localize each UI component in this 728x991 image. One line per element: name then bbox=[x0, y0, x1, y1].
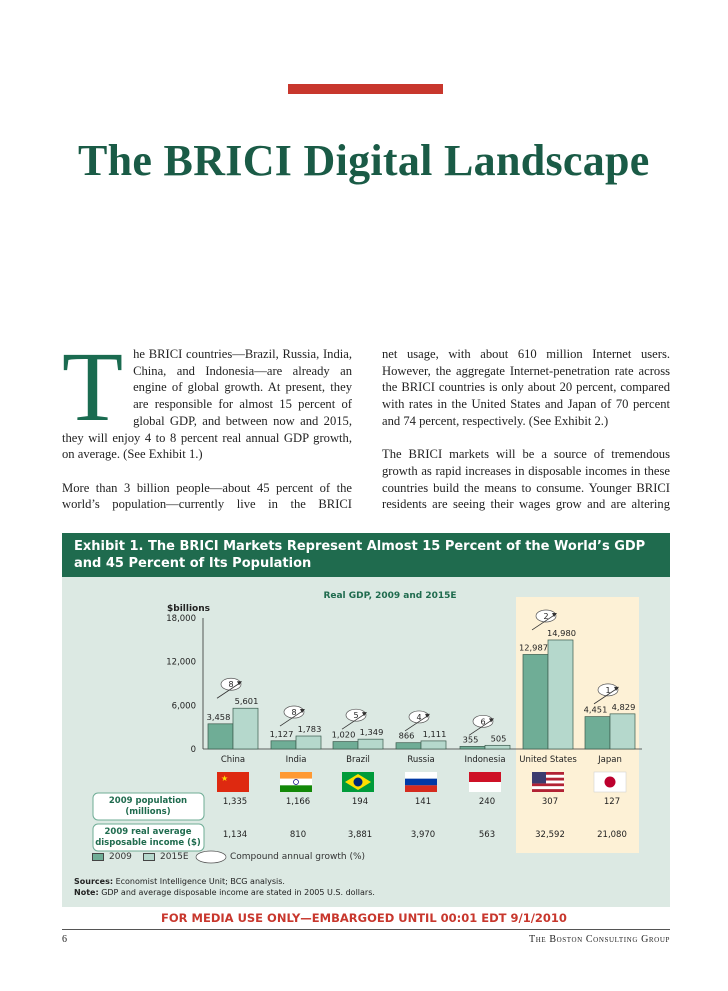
bar-2009 bbox=[208, 724, 233, 749]
cagr-value: 8 bbox=[291, 708, 297, 718]
china-star-icon: ★ bbox=[221, 774, 229, 783]
income-value: 563 bbox=[478, 830, 496, 840]
cagr-value: 2 bbox=[543, 611, 549, 621]
sources-label: Sources: bbox=[74, 877, 114, 886]
data-label-2015e: 14,980 bbox=[546, 627, 577, 638]
data-label-2015e: 1,349 bbox=[359, 727, 384, 738]
data-label-2009: 4,451 bbox=[583, 704, 608, 715]
data-label-2009: 866 bbox=[398, 730, 415, 741]
bar-2009 bbox=[585, 717, 610, 749]
japan-sun-icon bbox=[605, 777, 616, 788]
y-tick-label: 6,000 bbox=[171, 701, 196, 712]
indonesia-flag bbox=[469, 772, 501, 782]
category-label: Japan bbox=[598, 755, 622, 765]
population-row-label-units: (millions) bbox=[125, 807, 171, 817]
data-label-2015e: 4,829 bbox=[611, 701, 636, 712]
data-label-2009: 12,987 bbox=[518, 642, 549, 653]
data-label-2009: 355 bbox=[462, 734, 479, 745]
income-value: 32,592 bbox=[535, 830, 565, 840]
data-label-2015e: 1,111 bbox=[422, 728, 447, 739]
intro-text: he BRICI countries—Brazil, Russia, India, China, and Indonesia—are already an engine of global growth. At present, they are responsible for almost 15 percent of global GDP, and between now and 2015, they will enjoy 4 to 8 percent real annual GDP growth, on average. (See Exhibit 1.) bbox=[62, 347, 352, 462]
data-label-2009: 1,020 bbox=[331, 729, 356, 740]
exhibit-title-line-2: and 45 Percent of Its Population bbox=[74, 556, 312, 571]
population-value: 141 bbox=[414, 797, 432, 807]
note-label: Note: bbox=[74, 887, 99, 897]
population-row-label: 2009 population bbox=[108, 796, 188, 806]
page-number: 6 bbox=[62, 934, 67, 945]
exhibit-sources bbox=[74, 877, 375, 898]
population-value: 1,335 bbox=[222, 797, 248, 807]
population-value: 127 bbox=[603, 797, 621, 807]
india-flag-green bbox=[280, 785, 312, 792]
cagr-value: 5 bbox=[353, 711, 359, 721]
bar-2009 bbox=[523, 654, 548, 749]
bar-2015e bbox=[358, 739, 383, 749]
chart-title: Real GDP, 2009 and 2015E bbox=[323, 591, 457, 601]
data-label-2009: 1,127 bbox=[269, 728, 294, 739]
footer-rule bbox=[62, 929, 670, 930]
population-value: 194 bbox=[351, 797, 369, 807]
india-flag bbox=[280, 772, 312, 779]
category-label: Russia bbox=[407, 755, 435, 765]
income-row-label: 2009 real average bbox=[104, 827, 192, 837]
cagr-value: 6 bbox=[480, 717, 486, 727]
y-tick-label: 18,000 bbox=[166, 614, 196, 624]
russia-flag bbox=[405, 772, 437, 779]
population-value: 240 bbox=[478, 797, 496, 807]
income-row-label-units: disposable income ($) bbox=[95, 838, 201, 848]
income-value: 1,134 bbox=[222, 830, 248, 840]
russia-flag-blue bbox=[405, 779, 437, 786]
growth-paragraph: The BRICI markets will be a source of tremendous growth as rapid increases in disposable incomes in these countries build the means to consume. Younger BRICI residents are seeing their wages grow and are altering bbox=[382, 447, 670, 512]
legend-swatch-2015e bbox=[143, 853, 155, 861]
note-line bbox=[74, 888, 375, 899]
russia-flag-red bbox=[405, 785, 437, 792]
category-label: China bbox=[220, 755, 246, 765]
bar-2015e bbox=[421, 741, 446, 749]
y-tick-label: 12,000 bbox=[166, 657, 196, 668]
income-value: 810 bbox=[289, 830, 307, 840]
cagr-value: 4 bbox=[416, 712, 422, 722]
data-label-2015e: 1,783 bbox=[297, 724, 322, 735]
cagr-value: 1 bbox=[605, 685, 611, 695]
bar-2009 bbox=[333, 742, 358, 749]
footer-publisher: The Boston Consulting Group bbox=[529, 934, 670, 945]
page-title: The BRICI Digital Landscape bbox=[78, 136, 650, 185]
legend-label-cagr: Compound annual growth (%) bbox=[230, 852, 366, 862]
category-label: Brazil bbox=[346, 755, 370, 765]
us-flag-stripe bbox=[532, 789, 564, 792]
internet-paragraph: net usage, with about 610 million Internet users. However, the aggregate Internet-penetration rate across the BRICI countries is only about 20 percent, compared with rates in the United States and Japan of 70 percent and 74 percent, respectively. (See Exhibit 2.) bbox=[382, 347, 670, 428]
media-embargo-notice: FOR MEDIA USE ONLY—EMBARGOED UNTIL 00:01 EDT 9/1/2010 bbox=[161, 911, 567, 925]
data-label-2015e: 505 bbox=[490, 733, 507, 744]
legend-swatch-2009 bbox=[92, 853, 104, 861]
drop-cap: T bbox=[62, 346, 124, 442]
indonesia-flag-white bbox=[469, 782, 501, 792]
population-paragraph: More than 3 billion people—about 45 percent of the world’s population—currently live in the BRICI bbox=[62, 480, 352, 512]
exhibit-title-line-1: Exhibit 1. The BRICI Markets Represent Almost 15 Percent of the World’s GDP bbox=[74, 539, 646, 554]
bar-2015e bbox=[296, 736, 321, 749]
category-label: India bbox=[285, 755, 307, 765]
population-value: 1,166 bbox=[285, 797, 311, 807]
bar-2009 bbox=[396, 743, 421, 749]
bar-2015e bbox=[233, 708, 258, 749]
bar-2009 bbox=[271, 741, 296, 749]
bar-2015e bbox=[610, 714, 635, 749]
category-label: Indonesia bbox=[464, 755, 506, 765]
sources-text: Economist Intelligence Unit; BCG analysis. bbox=[115, 877, 285, 886]
bar-2015e bbox=[485, 745, 510, 749]
data-label-2015e: 5,601 bbox=[234, 696, 259, 707]
income-value: 3,970 bbox=[410, 830, 436, 840]
y-tick-label: 0 bbox=[190, 745, 196, 755]
us-flag-stripe bbox=[532, 786, 564, 789]
bar-2015e bbox=[548, 640, 573, 749]
bar-2009 bbox=[460, 746, 485, 749]
population-value: 307 bbox=[541, 797, 559, 807]
category-label: United States bbox=[519, 755, 577, 765]
legend-cagr-badge bbox=[196, 851, 226, 863]
data-label-2009: 3,458 bbox=[206, 711, 231, 722]
brazil-globe-icon bbox=[354, 778, 363, 787]
us-flag-stripe bbox=[532, 783, 564, 786]
note-text: GDP and average disposable income are stated in 2005 U.S. dollars. bbox=[101, 887, 375, 897]
income-value: 21,080 bbox=[597, 830, 627, 840]
sources-line bbox=[74, 877, 375, 888]
legend-label-2009: 2009 bbox=[109, 852, 132, 862]
y-axis-label: $billions bbox=[167, 604, 210, 614]
income-value: 3,881 bbox=[347, 830, 373, 840]
legend-label-2015e: 2015E bbox=[160, 852, 189, 862]
cagr-value: 8 bbox=[228, 680, 234, 690]
us-flag-canton bbox=[532, 772, 546, 783]
